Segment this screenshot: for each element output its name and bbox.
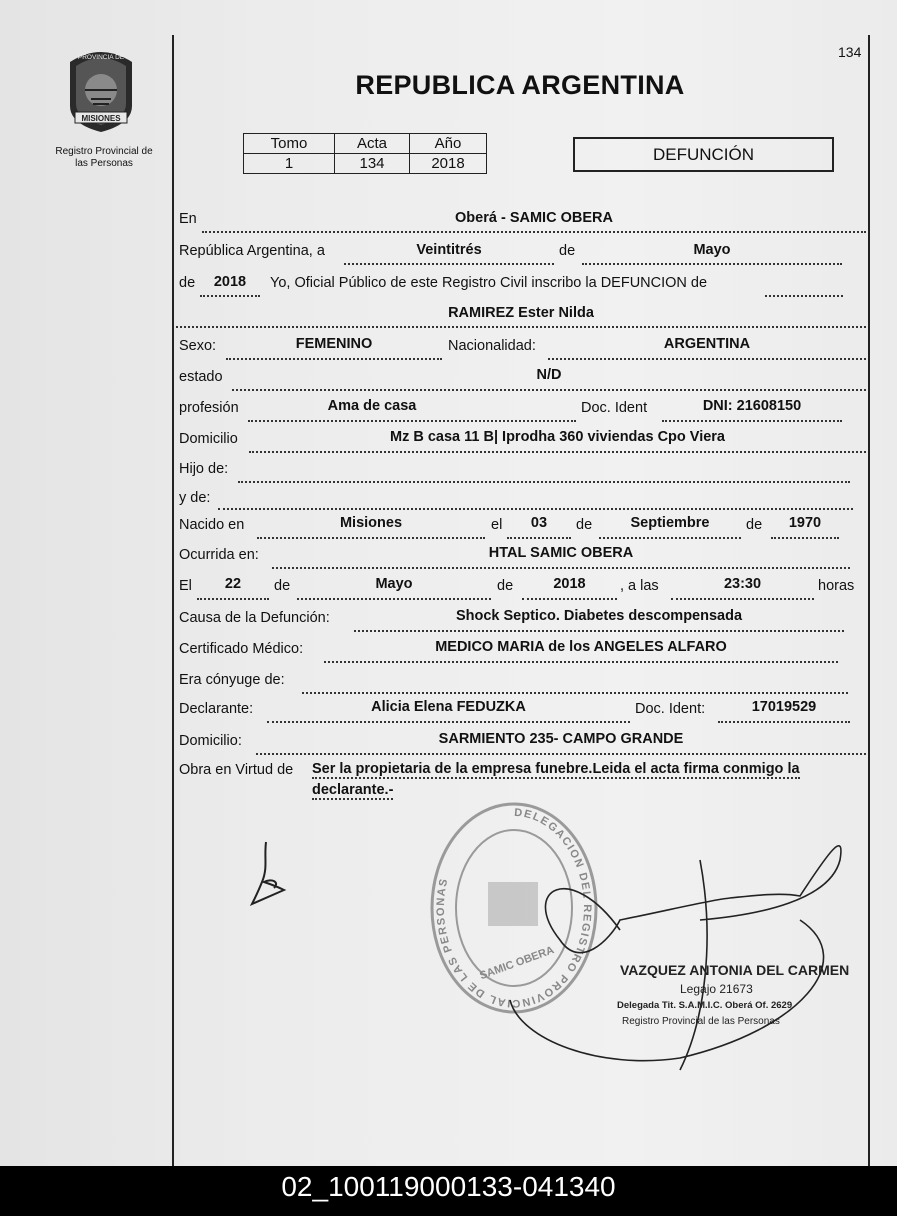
death-place-value: HTAL SAMIC OBERA bbox=[488, 545, 634, 561]
ano-header: Año bbox=[410, 134, 487, 154]
label-profesion: profesión bbox=[179, 400, 239, 416]
label-a-las: , a las bbox=[620, 578, 659, 594]
official-role: Delegada Tit. S.A.M.I.C. Oberá Of. 2629 bbox=[617, 1000, 793, 1011]
day-value: Veintitrés bbox=[416, 242, 482, 258]
stamp-ring-text: DELEGACION DEL REGISTRO PROVINCIAL DE LAS PERSONAS bbox=[434, 806, 593, 1010]
label-en: En bbox=[179, 211, 197, 227]
label-y-de: y de: bbox=[179, 490, 211, 506]
mother-field bbox=[218, 489, 853, 510]
label-sexo: Sexo: bbox=[179, 338, 217, 354]
record-type-box: DEFUNCIÓN bbox=[573, 137, 834, 172]
death-year-value: 2018 bbox=[553, 576, 586, 592]
record-table bbox=[243, 133, 487, 174]
left-margin-line bbox=[172, 35, 174, 1216]
ano-value: 2018 bbox=[410, 154, 487, 174]
tomo-header: Tomo bbox=[244, 134, 335, 154]
barcode-text: 02_100119000133-041340 bbox=[281, 1171, 616, 1202]
profession-value: Ama de casa bbox=[327, 398, 417, 414]
label-de-birth-year: de bbox=[746, 517, 763, 533]
official-signature bbox=[500, 820, 860, 1082]
label-obra: Obra en Virtud de bbox=[179, 762, 294, 778]
label-de-death-year: de bbox=[497, 578, 514, 594]
label-nacionalidad: Nacionalidad: bbox=[448, 338, 536, 354]
label-estado: estado bbox=[179, 369, 223, 385]
label-republica: República Argentina, a bbox=[179, 243, 325, 259]
label-yo-oficial: Yo, Oficial Público de este Registro Civil inscribo la DEFUNCION de bbox=[270, 275, 708, 291]
nationality-value: ARGENTINA bbox=[663, 336, 751, 352]
tomo-value: 1 bbox=[244, 154, 335, 174]
virtue-value: Ser la propietaria de la empresa funebre.Leida el acta firma conmigo la declarante.- bbox=[312, 761, 800, 798]
label-hijo-de: Hijo de: bbox=[179, 461, 229, 477]
acta-value: 134 bbox=[335, 154, 410, 174]
declarant-signature bbox=[240, 838, 300, 910]
right-margin-line bbox=[868, 35, 870, 1216]
label-doc-ident: Doc. Ident bbox=[581, 400, 648, 416]
document-title: REPUBLICA ARGENTINA bbox=[355, 70, 685, 100]
logo-bottom-text: MISIONES bbox=[81, 114, 121, 123]
logo-top-text: PROVINCIA DE bbox=[77, 54, 125, 61]
label-domicilio: Domicilio bbox=[179, 431, 238, 447]
year-value: 2018 bbox=[213, 274, 247, 290]
registry-line-1: Registro Provincial de bbox=[55, 146, 153, 157]
birth-year-value: 1970 bbox=[788, 515, 822, 531]
month-value: Mayo bbox=[693, 242, 731, 258]
label-doc-ident-declarant: Doc. Ident: bbox=[635, 701, 706, 717]
birth-place-value: Misiones bbox=[339, 515, 403, 531]
label-El: El bbox=[179, 578, 192, 594]
label-domicilio-declarant: Domicilio: bbox=[179, 733, 242, 749]
declarant-address-value: SARMIENTO 235- CAMPO GRANDE bbox=[438, 731, 684, 747]
father-field bbox=[238, 462, 850, 483]
label-nacido-en: Nacido en bbox=[179, 517, 245, 533]
label-de-birth-month: de bbox=[576, 517, 593, 533]
sex-value: FEMENINO bbox=[295, 336, 373, 352]
civil-status-value: N/D bbox=[536, 367, 562, 383]
official-name: VAZQUEZ ANTONIA DEL CARMEN bbox=[620, 962, 850, 978]
death-month-value: Mayo bbox=[375, 576, 413, 592]
label-declarante: Declarante: bbox=[179, 701, 254, 717]
birth-month-value: Septiembre bbox=[630, 515, 710, 531]
label-de-year: de bbox=[179, 275, 196, 291]
label-el: el bbox=[491, 517, 503, 533]
registry-line-2: las Personas bbox=[75, 158, 133, 169]
cause-value: Shock Septico. Diabetes descompensada bbox=[455, 608, 743, 624]
stamp-center-text: SAMIC OBERA bbox=[478, 944, 556, 983]
province-shield-logo bbox=[62, 44, 140, 134]
official-legajo: Legajo 21673 bbox=[680, 982, 753, 996]
label-de-death-month: de bbox=[274, 578, 291, 594]
registry-name bbox=[44, 146, 164, 170]
place-value: Oberá - SAMIC OBERA bbox=[455, 210, 613, 226]
label-de-month: de bbox=[559, 243, 576, 259]
death-day-value: 22 bbox=[224, 576, 242, 592]
page-number: 134 bbox=[838, 44, 862, 60]
label-ocurrida: Ocurrida en: bbox=[179, 547, 259, 563]
label-causa: Causa de la Defunción: bbox=[179, 610, 330, 626]
declarant-value: Alicia Elena FEDUZKA bbox=[371, 699, 526, 715]
document-value: DNI: 21608150 bbox=[702, 398, 802, 414]
yo-trailing-field bbox=[765, 276, 843, 297]
birth-day-value: 03 bbox=[530, 515, 548, 531]
doctor-value: MEDICO MARIA de los ANGELES ALFARO bbox=[435, 639, 727, 655]
death-time-value: 23:30 bbox=[723, 576, 762, 592]
declarant-doc-value: 17019529 bbox=[751, 699, 817, 715]
spouse-field bbox=[302, 673, 848, 694]
acta-header: Acta bbox=[335, 134, 410, 154]
address-value: Mz B casa 11 B| Iprodha 360 viviendas Cpo Viera bbox=[389, 429, 725, 445]
label-certificado: Certificado Médico: bbox=[179, 641, 304, 657]
label-horas: horas bbox=[818, 578, 855, 594]
virtue-text bbox=[312, 759, 867, 801]
label-conyuge: Era cónyuge de: bbox=[179, 672, 285, 688]
deceased-name-value: RAMIREZ Ester Nilda bbox=[448, 305, 594, 321]
official-office: Registro Provincial de las Personas bbox=[622, 1016, 780, 1027]
